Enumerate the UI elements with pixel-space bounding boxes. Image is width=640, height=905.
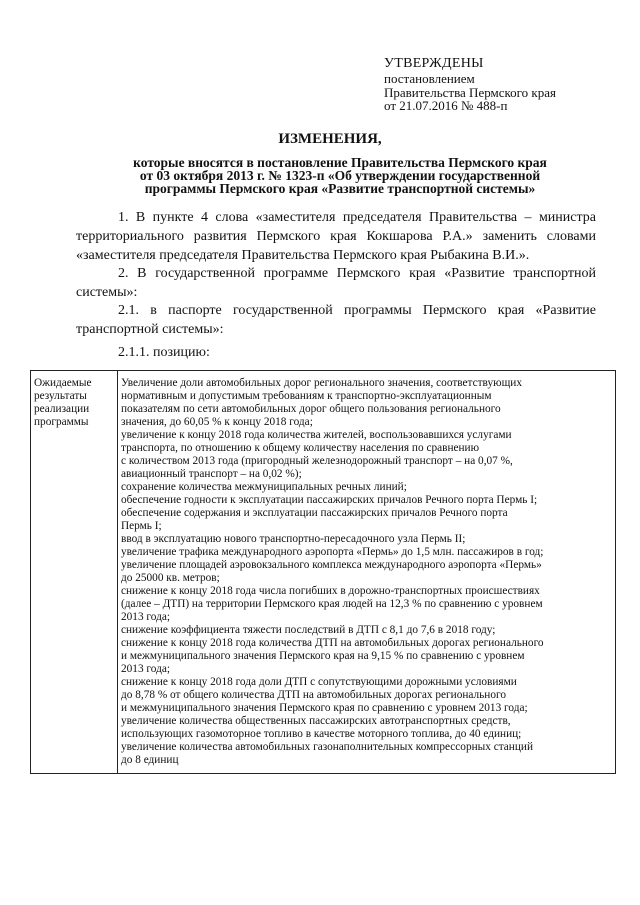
result-line: транспорта, по отношению к общему количеству населения по сравнению: [121, 442, 480, 454]
result-line: увеличение количества автомобильных газонаполнительных компрессорных станций: [121, 741, 533, 753]
result-line: значения, до 60,05 % к концу 2018 года;: [121, 416, 313, 428]
result-line: и межмуниципального значения Пермского края по сравнению с уровнем 2013 года;: [121, 702, 528, 714]
paragraph-1-line-1: 1. В пункте 4 слова «заместителя председателя Правительства – министра: [118, 210, 596, 225]
label-line: результаты: [34, 390, 87, 402]
result-line: снижение к концу 2018 года числа погибших в дорожно-транспортных происшествиях: [121, 585, 540, 597]
result-line: 2013 года;: [121, 663, 170, 675]
result-line: (далее – ДТП) на территории Пермского края людей на 12,3 % по сравнению с уровнем: [121, 598, 543, 610]
result-line: до 25000 кв. метров;: [121, 572, 220, 584]
approval-heading: УТВЕРЖДЕНЫ: [384, 56, 484, 71]
paragraph-3-line-1: 2.1. в паспорте государственной программы Пермского края «Развитие: [118, 303, 596, 318]
table-row: [31, 371, 616, 774]
subtitle-line-3: программы Пермского края «Развитие транспортной системы»: [144, 181, 536, 196]
paragraph-1-line-2: территориального развития Пермского края Кокшарова Р.А.» заменить словами: [76, 229, 596, 244]
paragraph-3: [76, 301, 596, 339]
result-line: до 8 единиц: [121, 754, 179, 766]
result-line: авиационный транспорт – на 0,02 %);: [121, 468, 302, 480]
table-results-cell: [118, 371, 616, 774]
approval-line-2: Правительства Пермского края: [384, 84, 556, 100]
result-line: снижение к концу 2018 года доли ДТП с сопутствующими дорожными условиями: [121, 676, 517, 688]
document-subtitle: [70, 156, 610, 195]
approval-line-3: от 21.07.2016 № 488-п: [384, 98, 508, 113]
result-line: использующих газомоторное топливо в качестве моторного топлива, до 40 единиц;: [121, 728, 522, 740]
label-line: реализации: [34, 403, 90, 415]
paragraph-2-line-2: системы»:: [76, 285, 138, 300]
result-line: увеличение к концу 2018 года количества жителей, воспользовавшихся услугами: [121, 429, 512, 441]
label-line: программы: [34, 416, 89, 428]
result-line: сохранение количества межмуниципальных речных линий;: [121, 481, 407, 493]
result-line: Увеличение доли автомобильных дорог регионального значения, соответствующих: [121, 377, 522, 389]
result-line: обеспечение годности к эксплуатации пассажирских причалов Речного порта Пермь I;: [121, 494, 538, 506]
paragraph-4: [76, 343, 596, 362]
result-line: 2013 года;: [121, 611, 170, 623]
result-line: ввод в эксплуатацию нового транспортно-пересадочного узла Пермь II;: [121, 533, 466, 545]
paragraph-2: [76, 264, 596, 302]
result-line: увеличение трафика международного аэропорта «Пермь» до 1,5 млн. пассажиров в год;: [121, 546, 544, 558]
approval-line-1: постановлением: [384, 71, 475, 86]
table-label-cell: [31, 371, 118, 774]
subtitle-line-1: которые вносятся в постановление Правительства Пермского края: [133, 155, 547, 170]
result-line: и межмуниципального значения Пермского края на 9,15 % по сравнению с уровнем: [121, 650, 525, 662]
result-line: с количеством 2013 года (пригородный железнодорожный транспорт – на 0,07 %,: [121, 455, 513, 467]
program-position-table: [30, 370, 616, 774]
result-line: Пермь I;: [121, 520, 162, 532]
result-line: обеспечение содержания и эксплуатации пассажирских причалов Речного порта: [121, 507, 508, 519]
label-line: Ожидаемые: [34, 377, 92, 389]
document-title: ИЗМЕНЕНИЯ,: [278, 131, 382, 147]
approval-block: [384, 56, 556, 113]
paragraph-3-line-2: транспортной системы»:: [76, 322, 224, 337]
paragraph-1: [76, 208, 596, 265]
result-line: снижение к концу 2018 года количества ДТП на автомобильных дорогах регионального: [121, 637, 544, 649]
result-line: нормативным и допустимым требованиям к транспортно-эксплуатационным: [121, 390, 492, 402]
paragraph-2-line-1: 2. В государственной программе Пермского края «Развитие транспортной: [118, 266, 596, 281]
result-line: увеличение количества общественных пассажирских автотранспортных средств,: [121, 715, 511, 727]
result-line: показателям по сети автомобильных дорог общего пользования регионального: [121, 403, 501, 415]
result-line: снижение коэффициента тяжести последствий в ДТП с 8,1 до 7,6 в 2018 году;: [121, 624, 496, 636]
result-line: увеличение площадей аэровокзального комплекса международного аэропорта «Пермь»: [121, 559, 542, 571]
result-line: до 8,78 % от общего количества ДТП на автомобильных дорогах регионального: [121, 689, 506, 701]
paragraph-1-line-3: «заместителя председателя Правительства Пермского края Рыбакина В.И.».: [76, 248, 530, 263]
subtitle-line-2: от 03 октября 2013 г. № 1323-п «Об утверждении государственной: [139, 168, 541, 183]
paragraph-4-line-1: 2.1.1. позицию:: [118, 345, 210, 360]
